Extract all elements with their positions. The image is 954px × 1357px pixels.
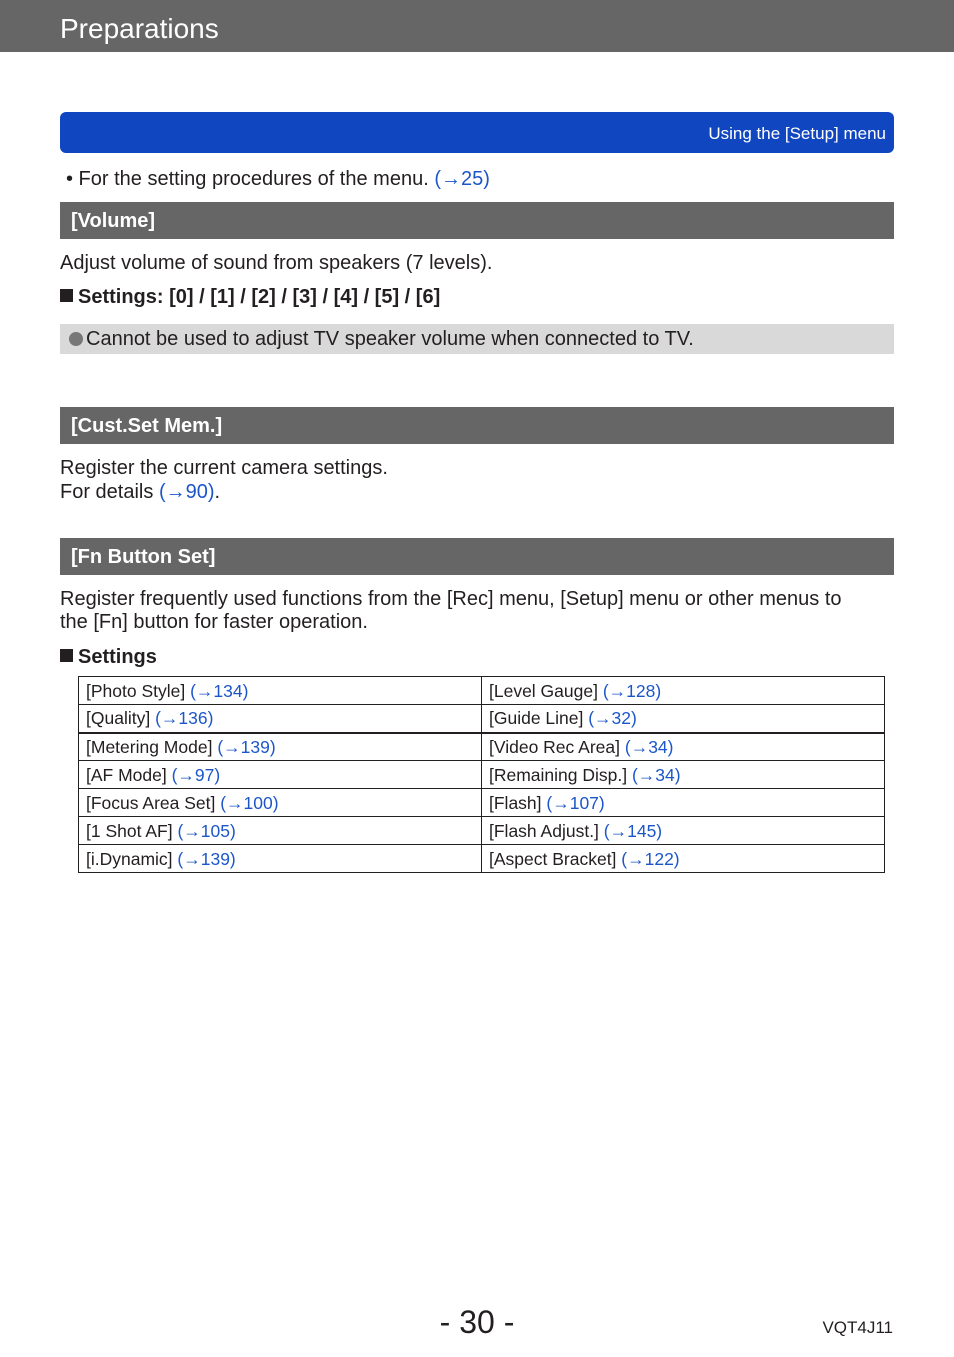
intro-note <box>66 167 490 191</box>
setting-name: [Remaining Disp.] <box>489 764 632 785</box>
setting-name: [Video Rec Area] <box>489 736 625 757</box>
setting-page-link[interactable]: (→136) <box>155 708 214 729</box>
setting-name: [1 Shot AF] <box>86 820 178 841</box>
setting-name: [i.Dynamic] <box>86 848 178 869</box>
table-cell <box>482 789 885 817</box>
setting-name: [Flash] <box>489 792 547 813</box>
intro-note-text: • For the setting procedures of the menu. <box>66 168 435 190</box>
setting-page-link[interactable]: (→139) <box>217 736 276 757</box>
volume-heading: [Volume] <box>71 210 156 232</box>
table-cell <box>482 761 885 789</box>
fn-button-set-section-header <box>60 538 894 575</box>
table-row <box>79 733 885 761</box>
table-cell <box>79 817 482 845</box>
table-row <box>79 845 885 873</box>
setting-page-link[interactable]: (→32) <box>588 708 637 729</box>
table-cell <box>482 845 885 873</box>
square-bullet-icon <box>60 289 73 302</box>
cust-set-mem-line2-suffix: . <box>214 481 221 503</box>
table-row <box>79 817 885 845</box>
volume-description: Adjust volume of sound from speakers (7 levels). <box>60 252 493 274</box>
table-row <box>79 789 885 817</box>
fn-button-set-heading: [Fn Button Set] <box>71 546 216 568</box>
setting-name: [Focus Area Set] <box>86 792 221 813</box>
table-cell <box>79 733 482 761</box>
fn-button-set-description-line1: Register frequently used functions from the [Rec] menu, [Setup] menu or other menus to <box>60 588 842 610</box>
fn-button-set-description-line2: the [Fn] button for faster operation. <box>60 611 368 633</box>
setting-name: [Flash Adjust.] <box>489 820 604 841</box>
fn-settings-label <box>60 645 157 669</box>
setting-page-link[interactable]: (→139) <box>177 848 236 869</box>
volume-note-text: Cannot be used to adjust TV speaker volume when connected to TV. <box>86 328 694 350</box>
square-bullet-icon <box>60 649 73 662</box>
setting-page-link[interactable]: (→100) <box>220 792 279 813</box>
cust-set-mem-heading: [Cust.Set Mem.] <box>71 415 223 437</box>
setting-name: [AF Mode] <box>86 764 172 785</box>
table-cell <box>482 733 885 761</box>
fn-settings-label-text: Settings <box>78 646 157 668</box>
table-cell <box>79 677 482 705</box>
volume-note <box>60 324 894 354</box>
chapter-title: Preparations <box>60 13 219 44</box>
intro-page-link[interactable]: (→25) <box>434 168 490 190</box>
table-cell <box>482 705 885 733</box>
section-banner-title: Using the [Setup] menu <box>708 124 886 143</box>
document-code: VQT4J11 <box>822 1318 893 1337</box>
cust-set-mem-line2-prefix: For details <box>60 481 159 503</box>
setting-name: [Guide Line] <box>489 708 589 729</box>
table-row <box>79 677 885 705</box>
setting-page-link[interactable]: (→128) <box>602 680 662 701</box>
table-cell <box>79 789 482 817</box>
setting-page-link[interactable]: (→134) <box>190 680 249 701</box>
top-bar <box>0 0 954 52</box>
setting-name: [Photo Style] <box>86 680 191 701</box>
setting-page-link[interactable]: (→105) <box>177 820 236 841</box>
table-row <box>79 761 885 789</box>
cust-set-mem-line1: Register the current camera settings. <box>60 457 388 479</box>
setting-name: [Level Gauge] <box>489 680 603 701</box>
setting-page-link[interactable]: (→97) <box>171 764 221 785</box>
volume-settings-text: Settings: [0] / [1] / [2] / [3] / [4] / [5] / [6] <box>78 286 441 308</box>
setting-page-link[interactable]: (→145) <box>603 820 663 841</box>
cust-set-mem-line2 <box>60 480 220 504</box>
bullet-dot-icon <box>69 332 83 346</box>
setting-page-link[interactable]: (→107) <box>546 792 605 813</box>
setting-name: [Quality] <box>86 708 156 729</box>
page-number: - 30 - <box>439 1304 515 1340</box>
setting-page-link[interactable]: (→122) <box>621 848 680 869</box>
section-banner <box>60 112 894 153</box>
volume-settings <box>60 285 440 309</box>
setting-page-link[interactable]: (→34) <box>624 736 674 757</box>
setting-page-link[interactable]: (→34) <box>631 764 681 785</box>
cust-set-mem-page-link[interactable]: (→90) <box>158 481 215 503</box>
table-cell <box>79 705 482 733</box>
setting-name: [Aspect Bracket] <box>489 848 622 869</box>
table-cell <box>79 761 482 789</box>
table-cell <box>482 817 885 845</box>
fn-settings-table <box>78 676 885 873</box>
table-row <box>79 705 885 733</box>
table-cell <box>482 677 885 705</box>
setting-name: [Metering Mode] <box>86 736 218 757</box>
cust-set-mem-section-header <box>60 407 894 444</box>
volume-section-header <box>60 202 894 239</box>
table-cell <box>79 845 482 873</box>
